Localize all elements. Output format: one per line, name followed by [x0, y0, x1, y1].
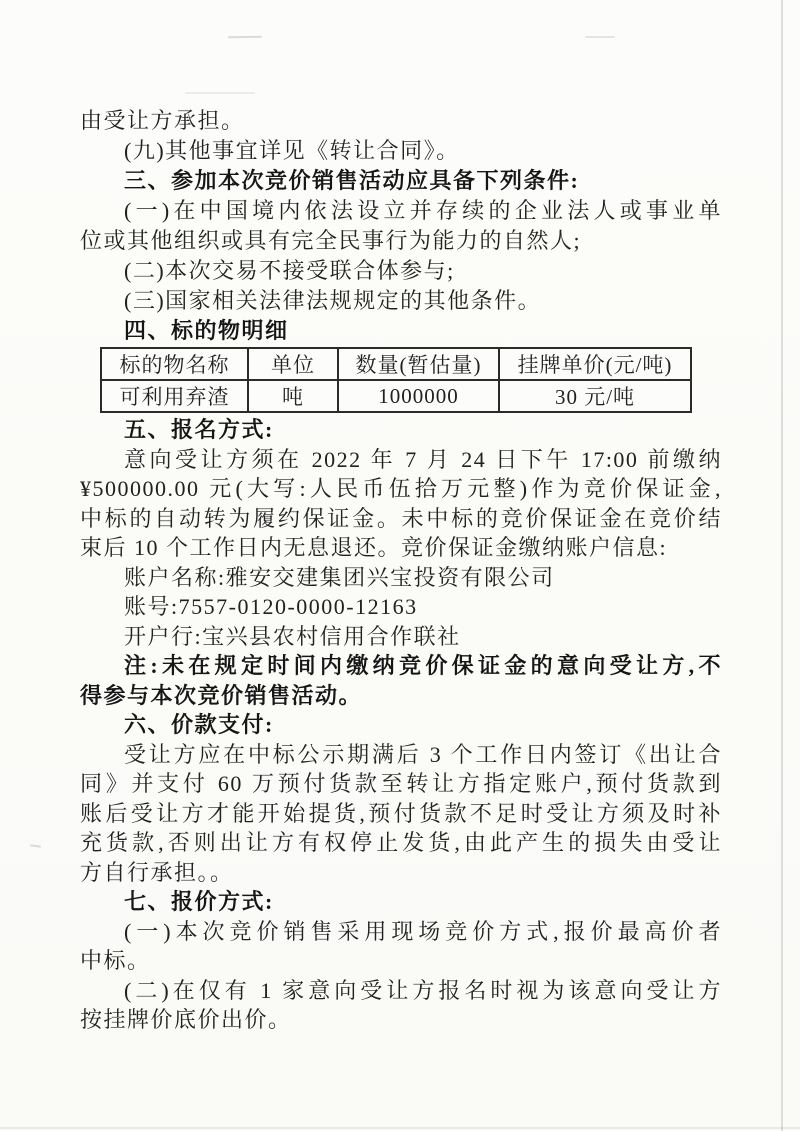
- table-header-quantity: 数量(暂估量): [338, 348, 499, 380]
- line-deposit-deadline: 意向受让方须在 2022 年 7 月 24 日下午 17:00 前缴纳: [124, 446, 722, 472]
- line-account-number: 账号:7557-0120-0000-12163: [124, 594, 418, 619]
- line-payment-2: 同》并支付 60 万预付货款至转让方指定账户,预付货款到: [80, 771, 722, 796]
- table-header-row: [101, 348, 691, 380]
- scan-edge-line: [0, 1127, 800, 1129]
- table-header-unit: 单位: [248, 348, 338, 380]
- heading-section-6-payment: 六、价款支付:: [124, 712, 274, 737]
- line-account-name: 账户名称:雅安交建集团兴宝投资有限公司: [124, 564, 555, 590]
- table-cell-unit: 吨: [248, 380, 338, 412]
- line-note-b: 得参与本次竞价销售活动。: [80, 682, 363, 708]
- line-quote-2a: (二)在仅有 1 家意向受让方报名时视为该意向受让方: [124, 977, 722, 1003]
- line-condition-3: (三)国家相关法律法规规定的其他条件。: [124, 288, 542, 313]
- line-payment-3: 账后受让方才能开始提货,预付货款不足时受让方须及时补: [80, 800, 722, 826]
- table-cell-lot-name: 可利用弃渣: [101, 380, 248, 412]
- heading-section-3-conditions: 三、参加本次竞价销售活动应具备下列条件:: [124, 168, 580, 193]
- scan-smudge: [585, 36, 615, 38]
- line-deposit-conversion: 中标的自动转为履约保证金。未中标的竞价保证金在竞价结: [80, 505, 722, 531]
- line-condition-1a: (一)在中国境内依法设立并存续的企业法人或事业单: [124, 198, 722, 223]
- line-quote-1b: 中标。: [80, 948, 151, 973]
- scan-smudge: [185, 92, 255, 94]
- document-lower-block: [80, 415, 722, 1035]
- line-item-9-other-matters: (九)其他事宜详见《转让合同》。: [124, 138, 460, 163]
- line-quote-1a: (一)本次竞价销售采用现场竞价方式,报价最高价者: [124, 918, 722, 944]
- line-quote-2b: 按挂牌价底价出价。: [80, 1007, 292, 1032]
- document-page: [80, 106, 722, 1035]
- heading-section-7-quotation: 七、报价方式:: [124, 889, 274, 914]
- table-header-unit-price: 挂牌单价(元/吨): [499, 348, 691, 380]
- line-note-a: 注:未在规定时间内缴纳竞价保证金的意向受让方,不: [124, 653, 722, 678]
- line-deposit-amount: ¥500000.00 元(大写:人民币伍拾万元整)作为竞价保证金,: [80, 476, 722, 501]
- line-carryover-liability: 由受让方承担。: [80, 108, 245, 133]
- lot-detail-table: [100, 347, 692, 413]
- document-upper-block: [80, 106, 722, 346]
- table-header-lot-name: 标的物名称: [101, 348, 248, 380]
- scan-edge-line: [781, 0, 783, 1131]
- line-condition-2: (二)本次交易不接受联合体参与;: [124, 258, 455, 283]
- line-payment-1: 受让方应在中标公示期满后 3 个工作日内签订《出让合: [124, 741, 722, 767]
- line-payment-5: 方自行承担。。: [80, 859, 234, 885]
- table-cell-quantity: 1000000: [338, 380, 499, 412]
- line-deposit-refund: 束后 10 个工作日内无息退还。竞价保证金缴纳账户信息:: [80, 535, 668, 560]
- heading-section-4-lot-details: 四、标的物明细: [124, 318, 289, 343]
- table-row: [101, 380, 691, 412]
- line-payment-4: 充货款,否则出让方有权停止发货,由此产生的损失由受让: [80, 830, 722, 855]
- line-bank-name: 开户行:宝兴县农村信用合作联社: [124, 623, 461, 649]
- heading-section-5-registration: 五、报名方式:: [124, 417, 274, 442]
- table-cell-unit-price: 30 元/吨: [499, 380, 691, 412]
- line-condition-1b: 位或其他组织或具有完全民事行为能力的自然人;: [80, 228, 582, 253]
